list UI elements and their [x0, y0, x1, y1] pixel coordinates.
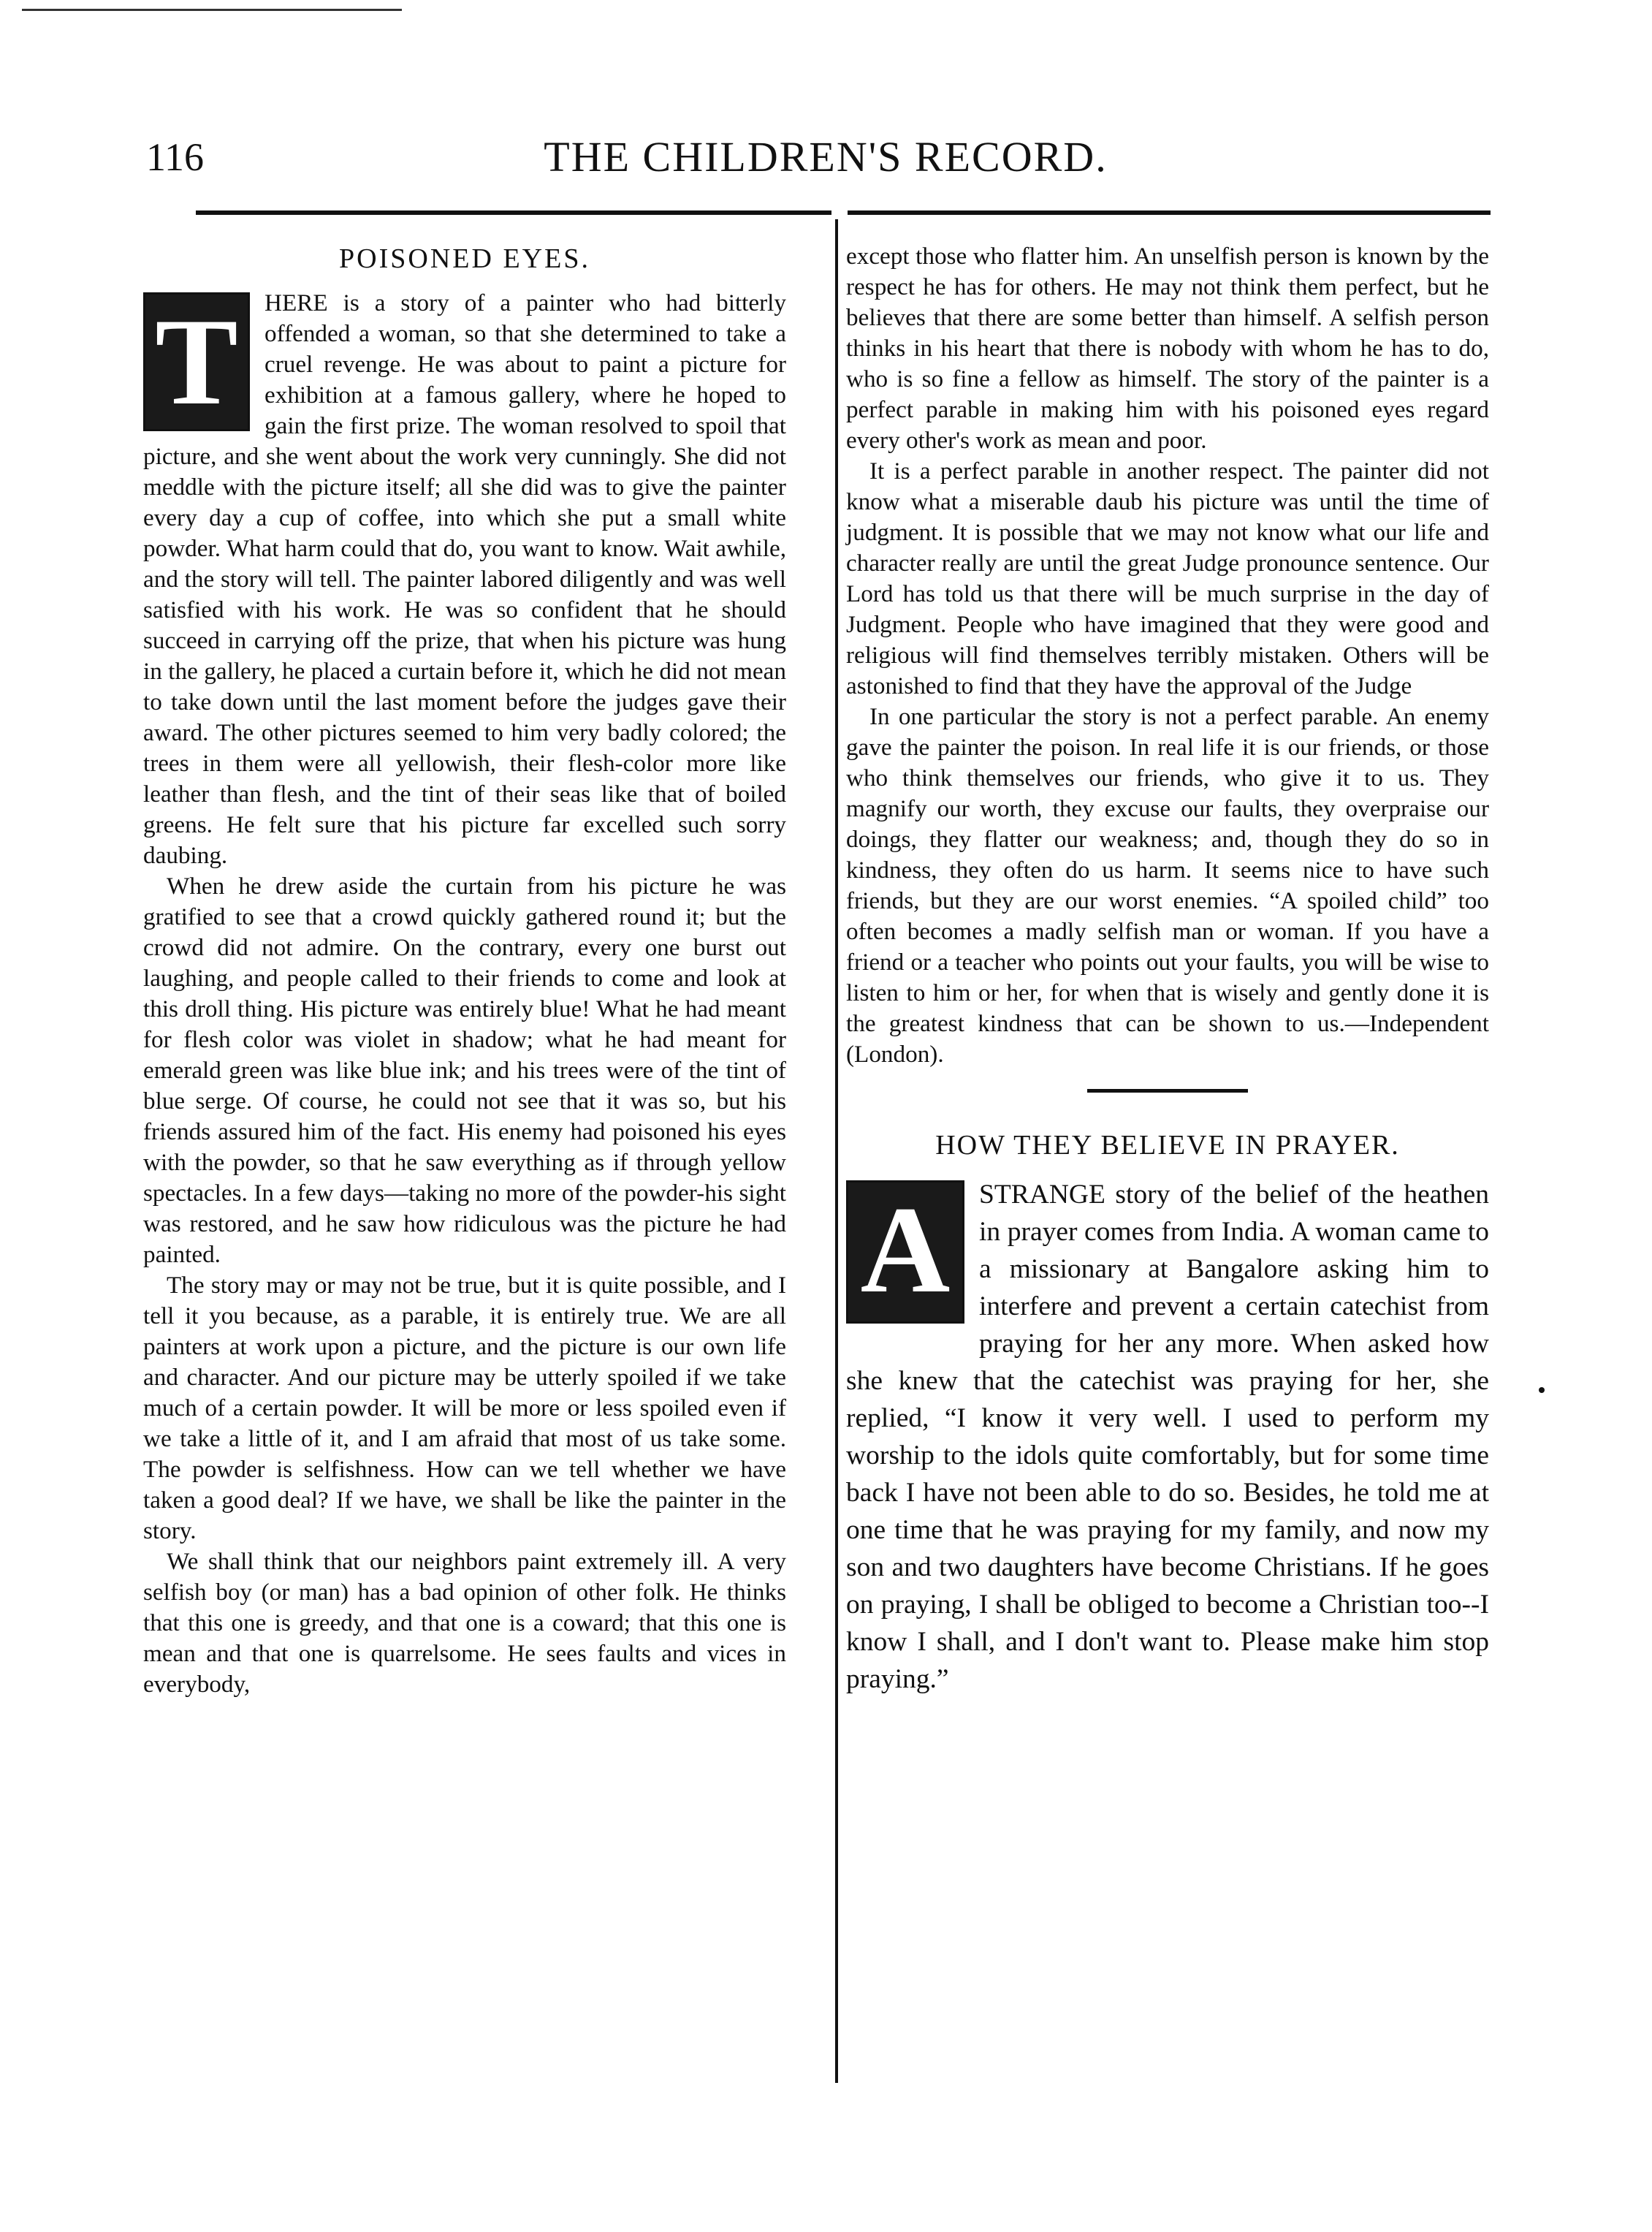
paragraph: When he drew aside the curtain from his picture he was gratified to see that a crowd quickly gathered round it; but the crowd did not admire. On the contrary, every one burst out laughing, and people called to their friends to come and look at this droll thing. His picture was entirely blue! What he had meant for flesh color was violet in shadow; what he had meant for emerald green was like blue ink; and his trees were of the tint of blue serge. Of course, he could not see that it was so, but his friends assured him of the fact. His enemy had poisoned his eyes with the powder, so that he saw everything as if through yellow spectacles. In a few days—taking no more of the powder-his sight was restored, and he saw how ridiculous was the picture he had painted. — [143, 873, 786, 1268]
article-title-prayer: HOW THEY BELIEVE IN PRAYER. — [935, 1130, 1400, 1161]
right-column — [846, 241, 1489, 1698]
dropcap-a: A — [846, 1180, 964, 1324]
paragraph: In one particular the story is not a perfect parable. An enemy gave the painter the poison. In real life it is our friends, or those who think themselves our friends, who give it to us. They magnify our worth, they excuse our faults, they overpraise our doings, they flatter our weakness; and, though they do so in kindness, they often do us harm. It seems nice to have such friends, but they are our worst enemies. “A spoiled child” too often becomes a madly selfish man or woman. If you have a friend or a teacher who points out your faults, you will be wise to listen to him or her, for when that is wisely and gently done it is the greatest kindness that can be shown to us.—Independent (London). — [846, 703, 1489, 1068]
paragraph: HERE is a story of a painter who had bitterly offended a woman, so that she determined to take a cruel revenge. He was about to paint a picture for exhibition at a famous gallery, where he hoped to gain the first prize. The woman resolved to spoil that picture, and she went about the work very cunningly. She did not meddle with the picture itself; all she did was to give the painter every day a cup of coffee, into which she put a small white powder. What harm could that do, you want to know. Wait awhile, and the story will tell. The painter labored diligently and was well satisfied with his work. He was so confident that he should succeed in carrying off the prize, that when his picture was hung in the gallery, he placed a curtain before it, which he did not mean to take down until the last moment before the judges gave their award. The other pictures seemed to him very badly colored; the trees in them were all yellowish, their flesh-color more like leather than flesh, and the tint of their seas like that of boiled greens. He felt sure that his picture far excelled such sorry daubing. — [143, 289, 786, 869]
header-rule-left — [196, 210, 831, 215]
paragraph: except those who flatter him. An unselfish person is known by the respect he has for others. He may not think them perfect, but he believes that there are some better than himself. A selfish person thinks in his heart that there is nobody with whom he has to do, who is so fine a fellow as himself. The story of the painter is a perfect parable in making him with his poisoned eyes regard every other's work as mean and poor. — [846, 243, 1489, 454]
paragraph: STRANGE story of the belief of the heathen in prayer comes from India. A woman came to a missionary at Bangalore asking him to interfere and prevent a certain catechist from praying for her any more. When asked how she knew that the catechist was praying for her, she replied, “I know it very well. I used to perform my worship to the idols quite comfortably, but for some time back I have not been able to do so. Besides, he told me at one time that he was praying for my family, and now my son and two daughters have become Christians. If he goes on praying, I shall be obliged to become a Christian too--I know I shall, and I don't want to. Please make him stop praying.” — [846, 1180, 1489, 1694]
paragraph: It is a perfect parable in another respect. The painter did not know what a miserable daub his picture was until the time of judgment. It is possible that we may not know what our life and character really are until the great Judge pronounce sentence. Our Lord has told us that there will be much surprise in the day of Judgment. People who have imagined that they were good and religious will find themselves terribly mistaken. Others will be astonished to find that they have the approval of the Judge — [846, 458, 1489, 699]
column-divider — [835, 219, 838, 2083]
header-rule-right — [848, 210, 1491, 215]
top-edge-rule — [22, 9, 402, 11]
page-header — [146, 124, 1505, 190]
paragraph: The story may or may not be true, but it is quite possible, and I tell it you because, as a parable, it is entirely true. We are all painters at work upon a picture, and the picture is our own life and character. And our picture may be utterly spoiled if we take much of a certain powder. It will be more or less spoiled even if we take a little of it, and I am afraid that most of us take some. The powder is selfishness. How can we tell whether we have taken a good deal? If we have, we shall be like the painter in the story. — [143, 1272, 786, 1544]
section-divider — [1087, 1089, 1248, 1093]
page-number: 116 — [146, 135, 204, 179]
margin-dot — [1539, 1387, 1545, 1393]
left-column — [143, 241, 786, 1700]
prayer-article-body — [846, 1176, 1489, 1698]
paragraph: We shall think that our neighbors paint extremely ill. A very selfish boy (or man) has a bad opinion of other folk. He thinks that this one is greedy, and that one is a coward; that this one is mean and that one is quarrelsome. He sees faults and vices in everybody, — [143, 1548, 786, 1698]
article-title-poisoned-eyes: POISONED EYES. — [339, 243, 590, 274]
dropcap-t: T — [143, 292, 250, 431]
journal-title: THE CHILDREN'S RECORD. — [544, 133, 1108, 181]
